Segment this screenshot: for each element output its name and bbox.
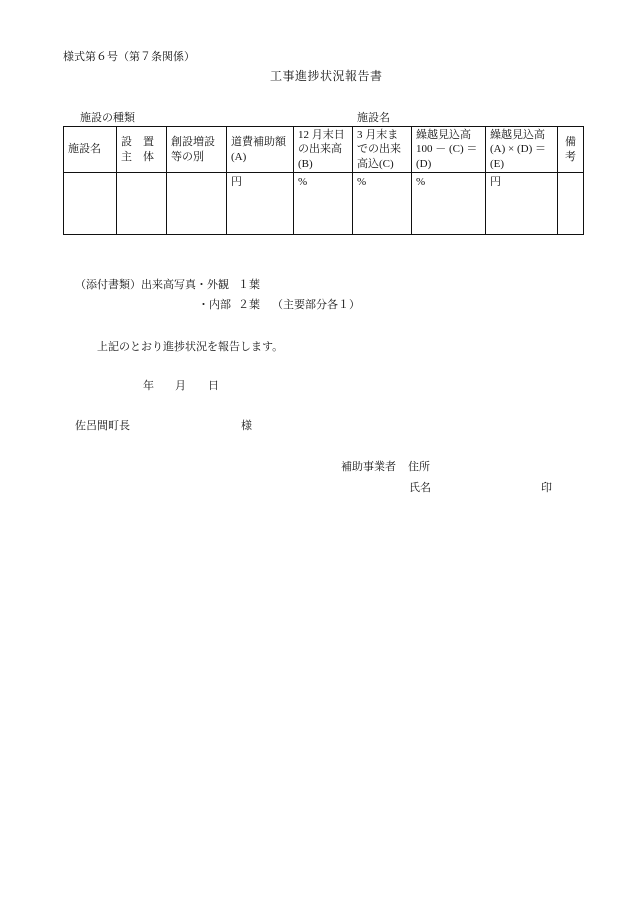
table-header-row xyxy=(64,127,584,173)
date-month: 月 xyxy=(175,380,186,392)
header-establishing-body xyxy=(117,127,167,173)
facility-name-field xyxy=(357,111,500,127)
cell-carryover-rate: % xyxy=(412,173,486,235)
report-statement: 上記のとおり進捗状況を報告します。 xyxy=(97,341,284,353)
header-line: (B) xyxy=(298,157,313,170)
header-line: (A) × (D) ＝ xyxy=(490,143,546,156)
header-line: 主 体 xyxy=(121,150,154,163)
header-december-progress xyxy=(294,127,353,173)
facility-type-label: 施設の種類 xyxy=(80,111,235,127)
table-row xyxy=(64,173,584,235)
addressee-name: 佐呂間町長 xyxy=(75,420,130,432)
cell-establishing-body xyxy=(117,173,167,235)
applicant-address-label: 住所 xyxy=(408,461,430,473)
cell-subsidy-amount: 円 xyxy=(227,173,294,235)
cell-carryover-amount: 円 xyxy=(486,173,558,235)
attachment-interior-count: ２葉 xyxy=(238,299,260,311)
facility-type-field xyxy=(80,111,235,127)
header-line: での出来 xyxy=(357,143,401,156)
attachment-exterior-name: 出来高写真・外観 xyxy=(141,279,229,291)
attachments-label: （添付書類） xyxy=(75,279,141,291)
header-remarks xyxy=(558,127,584,173)
cell-december-progress: % xyxy=(294,173,353,235)
facility-name-label: 施設名 xyxy=(357,111,500,127)
header-line: 高込(C) xyxy=(357,157,394,170)
date-year: 年 xyxy=(143,380,154,392)
header-march-progress xyxy=(353,127,412,173)
attachment-exterior-count: １葉 xyxy=(238,279,260,291)
header-line: (D) xyxy=(416,157,432,170)
header-line: 道費補助額 xyxy=(231,136,286,148)
header-line: 施設名 xyxy=(68,143,101,156)
date-day: 日 xyxy=(208,380,219,392)
cell-facility-name xyxy=(64,173,117,235)
cell-construction-type xyxy=(167,173,227,235)
header-line: 創設増設 xyxy=(171,136,215,148)
applicant-name-label: 氏名 xyxy=(409,482,431,494)
header-carryover-amount xyxy=(486,127,558,173)
header-line: (E) xyxy=(490,157,505,170)
header-line: の出来高 xyxy=(298,143,342,156)
header-line: (A) xyxy=(231,150,247,163)
attachment-interior-note: （主要部分各１） xyxy=(272,299,360,311)
header-subsidy-amount xyxy=(227,127,294,173)
header-construction-type xyxy=(167,127,227,173)
cell-march-progress: % xyxy=(353,173,412,235)
header-line: 3 月末ま xyxy=(357,128,399,141)
seal-mark: 印 xyxy=(541,482,552,494)
header-carryover-rate xyxy=(412,127,486,173)
header-line: 12 月末日 xyxy=(298,128,345,141)
header-line: 備 xyxy=(565,136,576,148)
attachment-interior-name: ・内部 xyxy=(198,299,231,311)
applicant-role: 補助事業者 xyxy=(341,461,396,473)
header-line: 100 － (C) ＝ xyxy=(416,143,478,156)
form-number: 様式第６号（第７条関係） xyxy=(63,51,195,63)
header-line: 等の別 xyxy=(171,150,204,163)
header-line: 繰越見込高 xyxy=(416,128,471,141)
progress-table xyxy=(63,126,584,235)
header-line: 考 xyxy=(565,150,576,163)
cell-remarks xyxy=(558,173,584,235)
header-facility-name xyxy=(64,127,117,173)
document-title: 工事進捗状況報告書 xyxy=(270,69,383,83)
header-line: 設 置 xyxy=(121,136,154,148)
addressee-honorific: 様 xyxy=(241,420,252,432)
header-line: 繰越見込高 xyxy=(490,128,545,141)
